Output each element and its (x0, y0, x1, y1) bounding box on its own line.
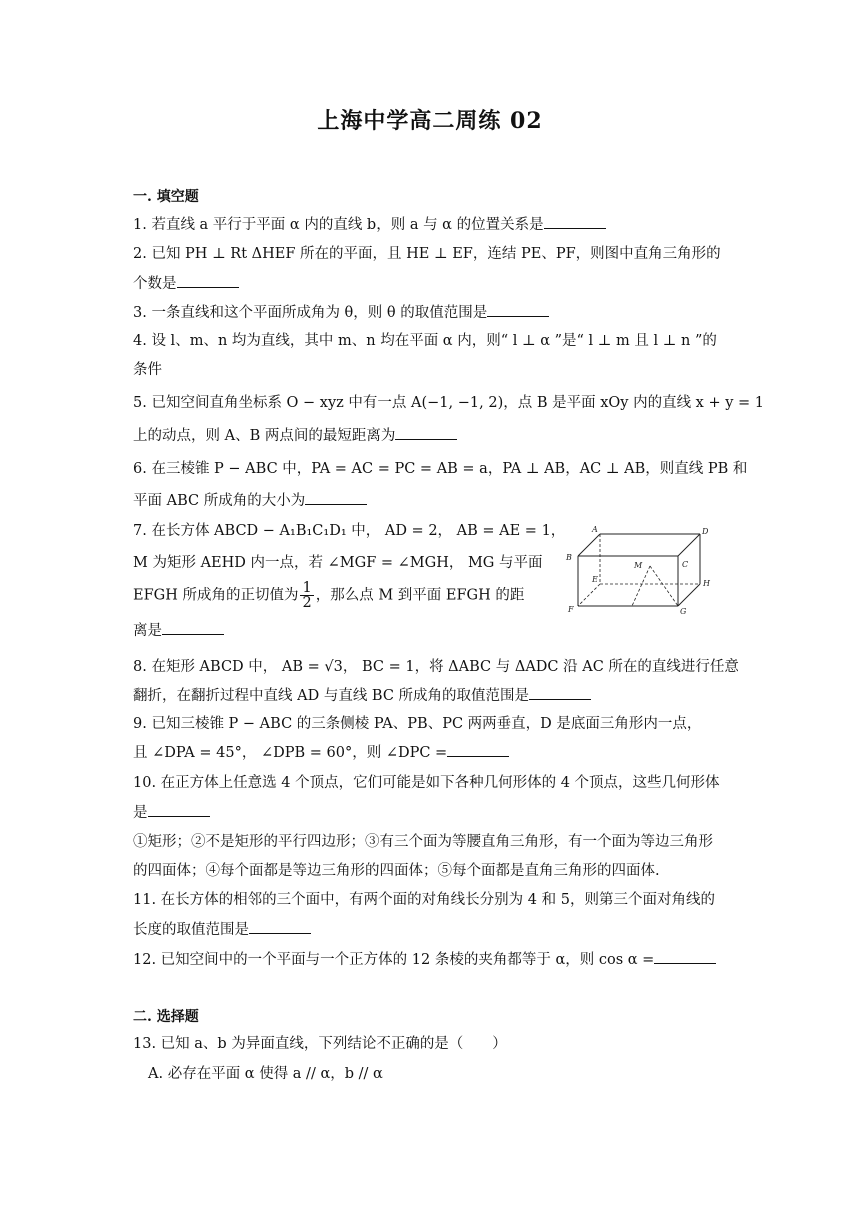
label-D: D (702, 527, 709, 536)
label-A: A (592, 525, 598, 534)
fraction-one-half: $\frac{1}{2}$ (302, 580, 312, 611)
answer-blank (447, 742, 509, 757)
question-4-line-1: 4. 设 l、m、n 均为直线，其中 m、n 均在平面 α 内，则“ l ⊥ α ”是“ l ⊥ m 且 l ⊥ n ”的 (133, 333, 717, 349)
question-2-line-2: 个数是 (133, 273, 731, 294)
label-G: G (680, 607, 687, 616)
question-2-line-1: 2. 已知 PH ⊥ Rt ΔHEF 所在的平面，且 HE ⊥ EF，连结 PE、PF，则图中直角三角形的 (133, 246, 721, 262)
label-M: M (634, 561, 643, 570)
answer-blank (487, 302, 549, 317)
question-6-line-2: 平面 ABC 所成角的大小为 (133, 490, 731, 511)
answer-blank (529, 685, 591, 700)
answer-blank (654, 949, 716, 964)
section-choice: 二. 选择题 (133, 1009, 199, 1025)
answer-blank (249, 919, 311, 934)
edge-GH (678, 584, 700, 606)
question-7-line-1: 7. 在长方体 ABCD − A₁B₁C₁D₁ 中， AD = 2， AB = AE = 1， (133, 523, 566, 539)
page-title: 上海中学高二周练 02 (317, 108, 543, 134)
question-11-line-1: 11. 在长方体的相邻的三个面中，有两个面的对角线长分别为 4 和 5，则第三个面对角线的 (133, 892, 715, 908)
question-10-line-1: 10. 在正方体上任意选 4 个顶点，它们可能是如下各种几何形体的 4 个顶点，这些几何形体 (133, 775, 720, 791)
answer-blank (148, 802, 210, 817)
label-H: H (703, 579, 710, 588)
label-B: B (566, 553, 572, 562)
answer-blank (305, 490, 367, 505)
question-10-line-4: 的四面体；④每个面都是等边三角形的四面体；⑤每个面都是直角三角形的四面体. (133, 863, 660, 879)
question-4-line-2: 条件 (133, 362, 162, 378)
question-8-line-1: 8. 在矩形 ABCD 中， AB = √3， BC = 1，将 ΔABC 与 ΔADC 沿 AC 所在的直线进行任意 (133, 659, 739, 675)
question-7-line-2: M 为矩形 AEHD 内一点，若 ∠MGF = ∠MGH， MG 与平面 (133, 555, 543, 571)
edge-EF-hidden (578, 584, 600, 606)
segment-MG (650, 566, 678, 606)
answer-blank (544, 214, 606, 229)
question-12: 12. 已知空间中的一个平面与一个正方体的 12 条棱的夹角都等于 α，则 cos α = (133, 949, 731, 970)
label-C: C (682, 560, 689, 569)
label-E: E (592, 575, 598, 584)
question-6-line-1: 6. 在三棱锥 P − ABC 中，PA = AC = PC = AB = a，PA ⊥ AB，AC ⊥ AB，则直线 PB 和 (133, 461, 748, 477)
question-9-line-1: 9. 已知三棱锥 P − ABC 的三条侧棱 PA、PB、PC 两两垂直，D 是底面三角形内一点， (133, 716, 702, 732)
section-fill-in: 一. 填空题 (133, 189, 199, 205)
question-7-line-4: 离是 (133, 620, 553, 641)
cuboid-figure (562, 522, 712, 622)
question-5-line-2: 上的动点，则 A、B 两点间的最短距离为 (133, 425, 731, 446)
question-5-line-1: 5. 已知空间直角坐标系 O − xyz 中有一点 A(−1, −1, 2)，点 B 是平面 xOy 内的直线 x + y = 1 (133, 395, 765, 411)
label-F: F (568, 605, 574, 614)
answer-blank (162, 620, 224, 635)
edge-DC (678, 534, 700, 556)
answer-blank (177, 273, 239, 288)
question-13: 13. 已知 a、b 为异面直线，下列结论不正确的是（ ） (133, 1036, 507, 1052)
edge-AB (578, 534, 600, 556)
question-8-line-2: 翻折，在翻折过程中直线 AD 与直线 BC 所成角的取值范围是 (133, 685, 731, 706)
question-10-line-3: ①矩形；②不是矩形的平行四边形；③有三个面为等腰直角三角形，有一个面为等边三角形 (133, 834, 713, 850)
question-1: 1. 若直线 a 平行于平面 α 内的直线 b，则 a 与 α 的位置关系是 (133, 214, 731, 235)
question-9-line-2: 且 ∠DPA = 45°， ∠DPB = 60°，则 ∠DPC = (133, 742, 731, 763)
segment-MF (632, 566, 650, 606)
question-11-line-2: 长度的取值范围是 (133, 919, 731, 940)
question-3: 3. 一条直线和这个平面所成角为 θ，则 θ 的取值范围是 (133, 302, 731, 323)
answer-blank (395, 425, 457, 440)
question-13-option-a: A. 必存在平面 α 使得 a // α，b // α (148, 1066, 383, 1082)
question-10-line-2: 是 (133, 802, 731, 823)
question-7-line-3: EFGH 所成角的正切值为 $\frac{1}{2}$ ，那么点 M 到平面 EFGH 的距 (133, 580, 525, 611)
